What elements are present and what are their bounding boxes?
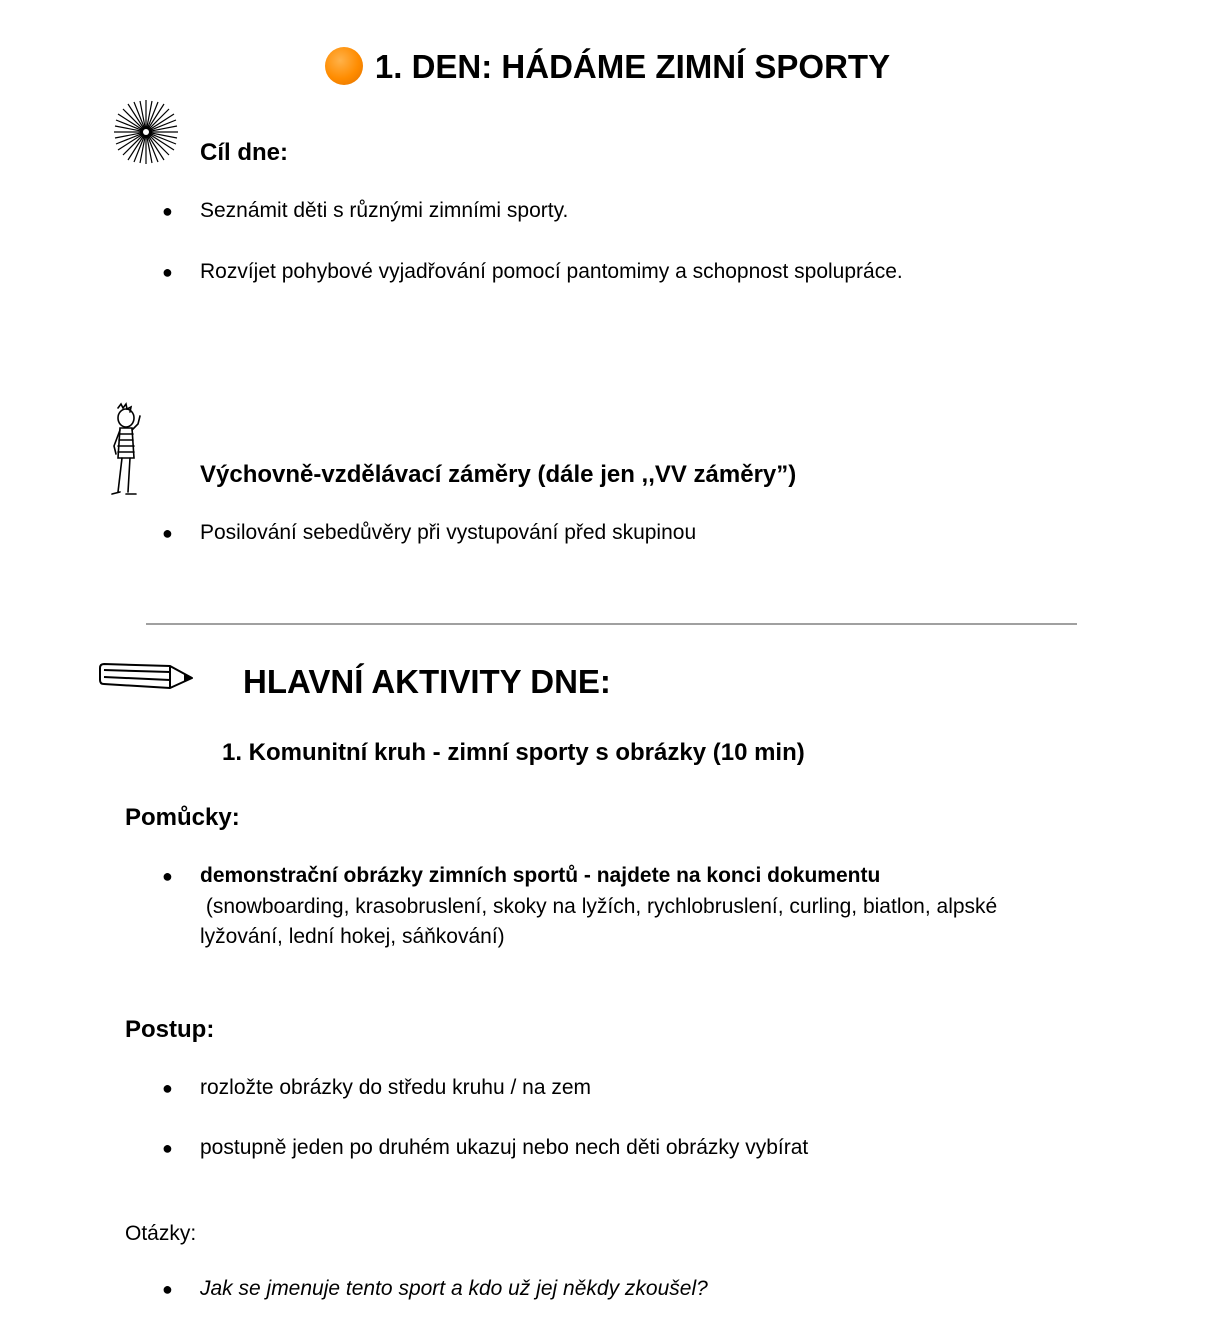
section-divider [146, 623, 1077, 625]
vv-heading: Výchovně-vzdělávací záměry (dále jen ,,VV záměry”) [200, 461, 797, 488]
aids-item-detail-cont: lyžování, lední hokej, sáňkování) [200, 925, 505, 948]
vv-item: Posilování sebedůvěry při vystupování před skupinou [200, 521, 697, 544]
procedure-heading: Postup: [125, 1016, 215, 1043]
pencil-icon [98, 658, 198, 694]
procedure-item: rozložte obrázky do středu kruhu / na zem [200, 1076, 592, 1099]
orange-circle-icon [325, 47, 363, 85]
question-item: Jak se jmenuje tento sport a kdo už jej někdy zkoušel? [200, 1277, 708, 1300]
bullet-icon: ● [162, 1078, 173, 1098]
goal-item: Seznámit děti s různými zimními sporty. [200, 199, 569, 222]
page-title-text: 1. DEN: HÁDÁME ZIMNÍ SPORTY [374, 48, 891, 85]
goal-item: Rozvíjet pohybové vyjadřování pomocí pantomimy a schopnost spolupráce. [200, 260, 903, 283]
bullet-icon: ● [162, 262, 173, 282]
questions-heading: Otázky: [125, 1222, 197, 1245]
child-figure-icon [96, 402, 156, 498]
bullet-icon: ● [162, 201, 173, 221]
sun-burst-icon [112, 98, 180, 166]
activity-title: 1. Komunitní kruh - zimní sporty s obrázky (10 min) [222, 739, 805, 766]
bullet-icon: ● [162, 523, 173, 543]
activities-heading: HLAVNÍ AKTIVITY DNE: [243, 663, 611, 700]
bullet-icon: ● [162, 866, 173, 886]
aids-heading: Pomůcky: [125, 804, 240, 831]
goal-heading: Cíl dne: [200, 139, 288, 166]
aids-item-detail: (snowboarding, krasobruslení, skoky na lyžích, rychlobruslení, curling, biatlon, alpské [200, 895, 998, 918]
procedure-item: postupně jeden po druhém ukazuj nebo nech děti obrázky vybírat [200, 1136, 809, 1159]
bullet-icon: ● [162, 1279, 173, 1299]
page-title [0, 46, 1207, 88]
bullet-icon: ● [162, 1138, 173, 1158]
aids-item-title: demonstrační obrázky zimních sportů - najdete na konci dokumentu [200, 864, 881, 887]
